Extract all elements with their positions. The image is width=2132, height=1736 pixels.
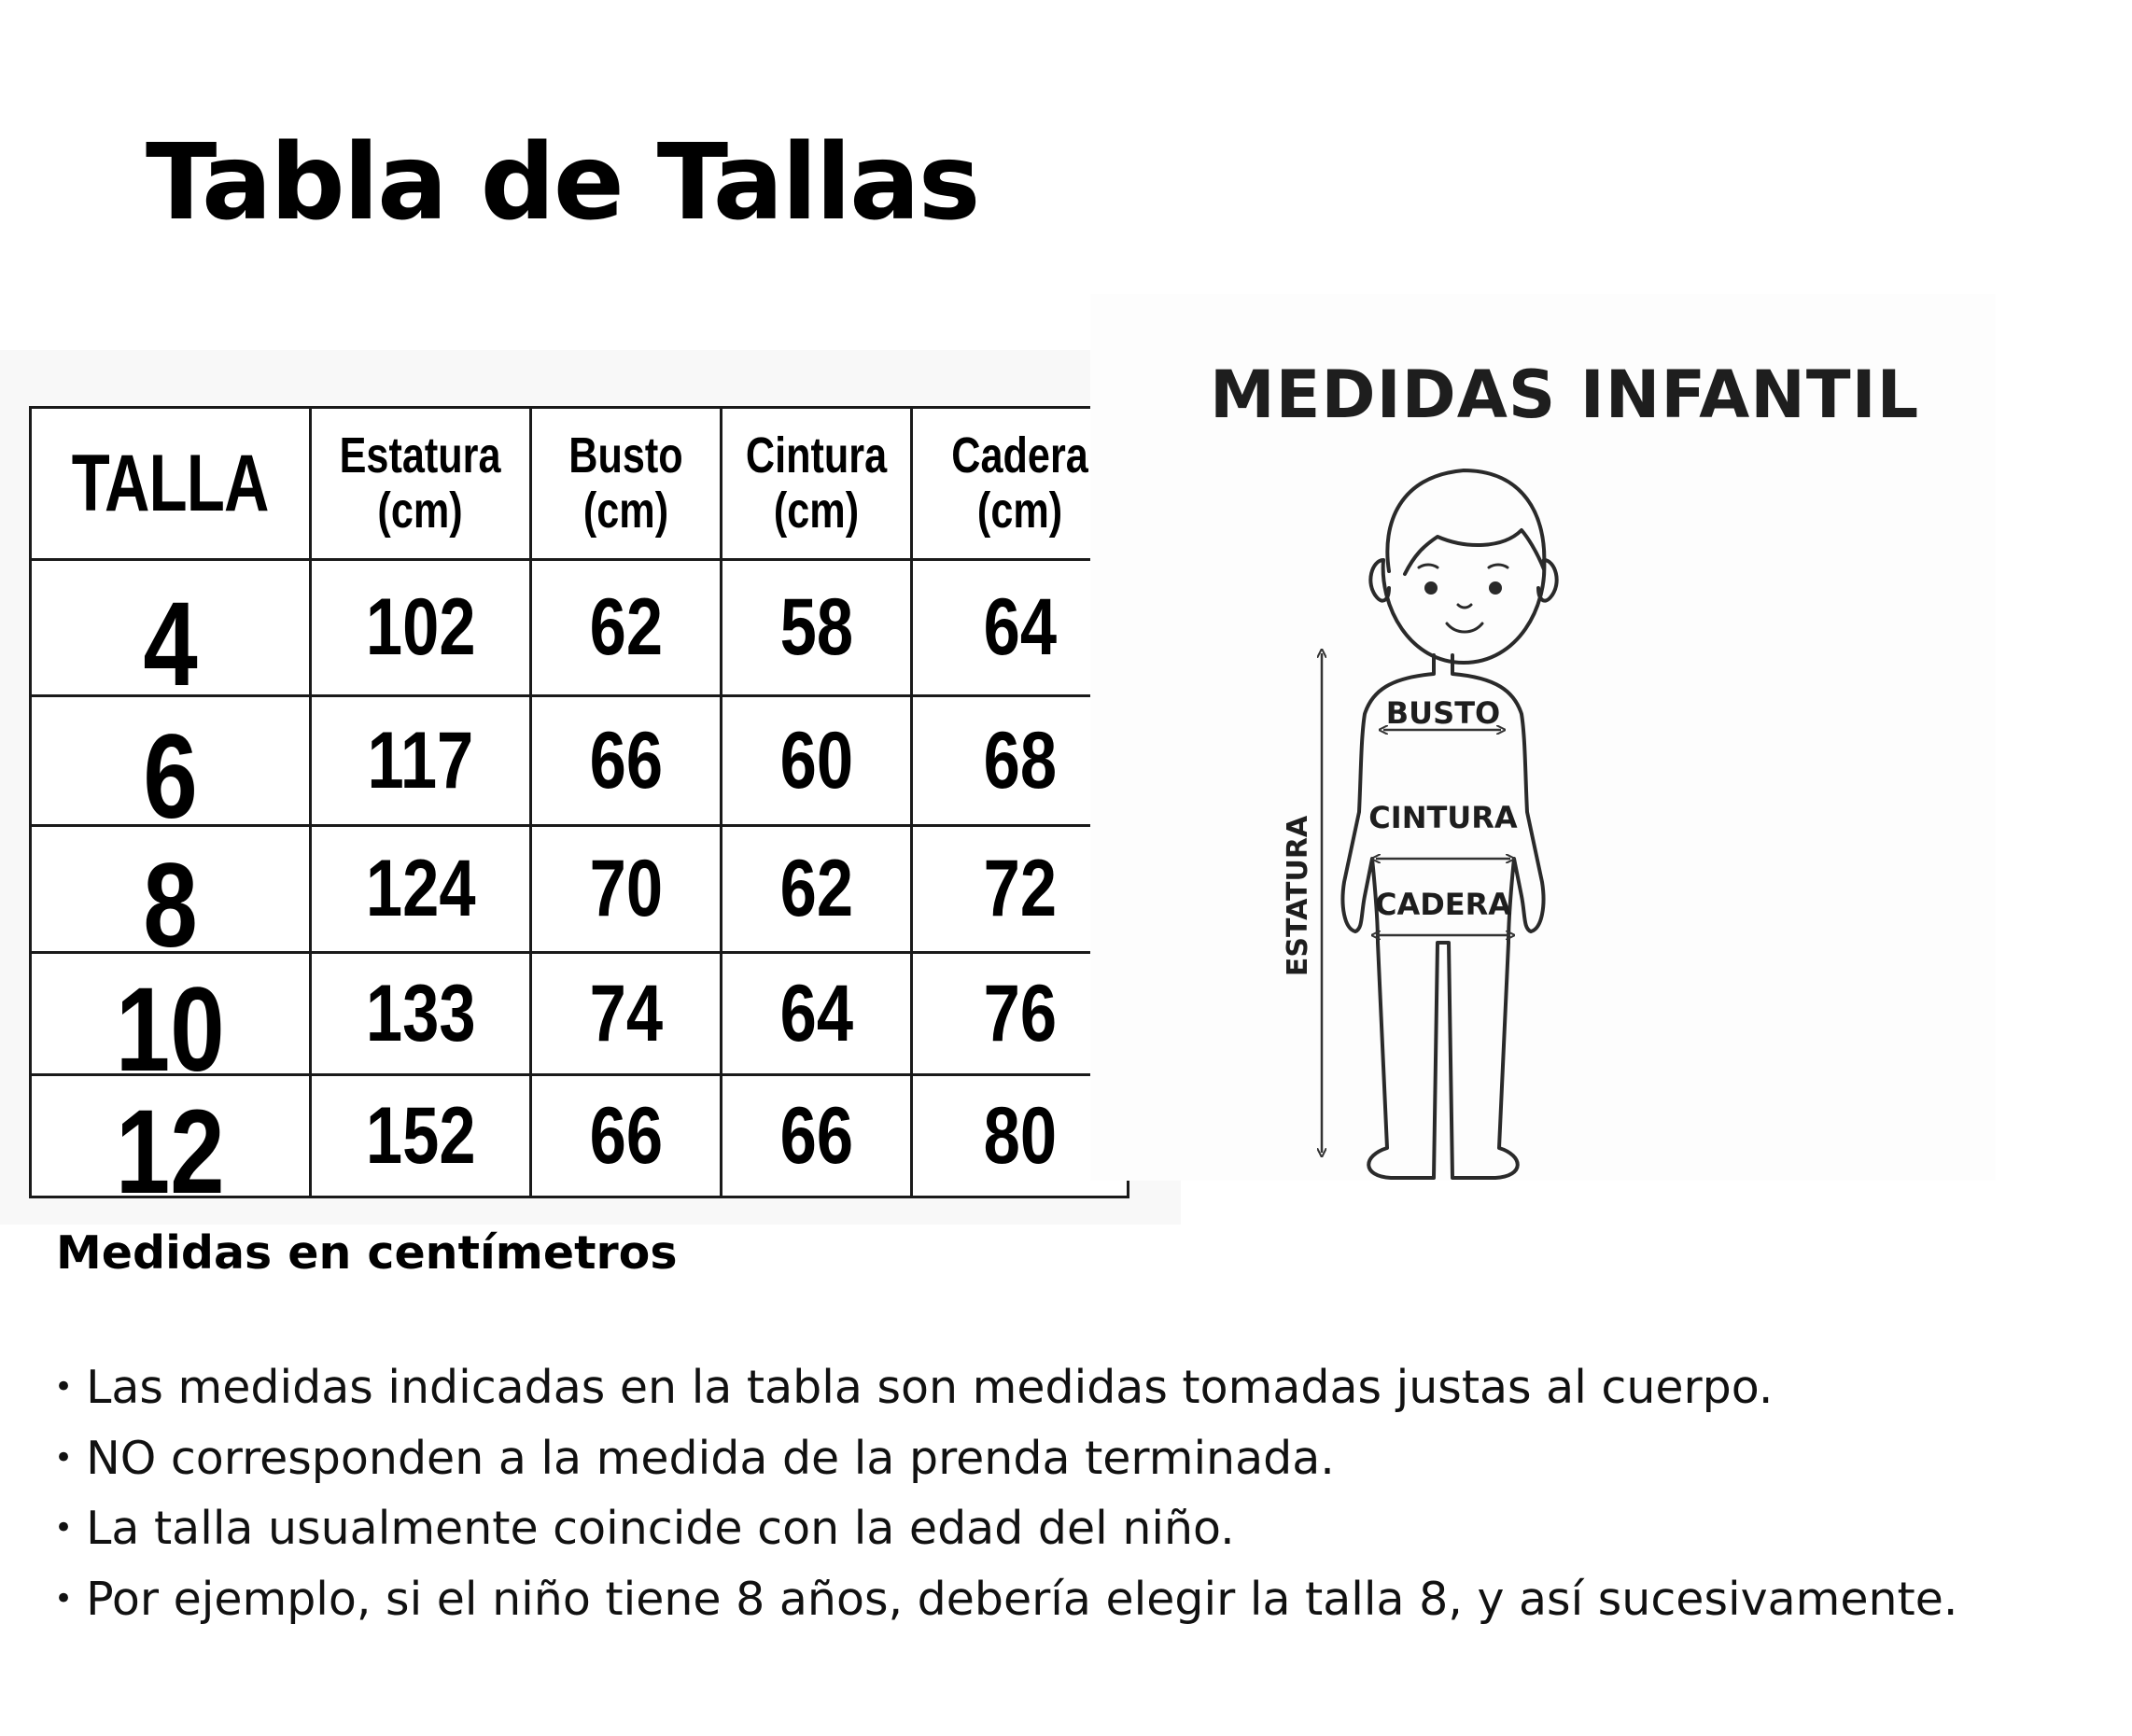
hip-cell: 64 bbox=[912, 560, 1129, 696]
size-cell: 4 bbox=[31, 560, 311, 696]
bust-cell: 66 bbox=[531, 696, 722, 826]
units-note: Medidas en centímetros bbox=[56, 1226, 678, 1280]
note-item: • Por ejemplo, si el niño tiene 8 años, debería elegir la talla 8, y así sucesivamente. bbox=[54, 1567, 1957, 1638]
diagram-title: MEDIDAS INFANTIL bbox=[1210, 357, 1920, 433]
child-figure-svg bbox=[1251, 457, 1736, 1185]
height-cell: 124 bbox=[311, 826, 531, 953]
hip-cell: 72 bbox=[912, 826, 1129, 953]
bust-label: BUSTO bbox=[1385, 695, 1501, 731]
header-height: Estatura (cm) bbox=[311, 408, 531, 560]
note-item: • NO corresponden a la medida de la prenda terminada. bbox=[54, 1426, 1957, 1497]
hip-label: CADERA bbox=[1374, 887, 1512, 922]
size-cell: 12 bbox=[31, 1075, 311, 1197]
bust-cell: 74 bbox=[531, 953, 722, 1075]
waist-cell: 58 bbox=[722, 560, 912, 696]
notes-list bbox=[54, 1355, 1957, 1637]
table-header-row bbox=[31, 408, 1129, 560]
bust-cell: 62 bbox=[531, 560, 722, 696]
size-cell: 10 bbox=[31, 953, 311, 1075]
note-item: • La talla usualmente coincide con la edad del niño. bbox=[54, 1496, 1957, 1567]
note-item: • Las medidas indicadas en la tabla son medidas tomadas justas al cuerpo. bbox=[54, 1355, 1957, 1426]
header-waist: Cintura (cm) bbox=[722, 408, 912, 560]
waist-cell: 66 bbox=[722, 1075, 912, 1197]
height-cell: 133 bbox=[311, 953, 531, 1075]
height-cell: 117 bbox=[311, 696, 531, 826]
height-cell: 152 bbox=[311, 1075, 531, 1197]
height-cell: 102 bbox=[311, 560, 531, 696]
table-row bbox=[31, 953, 1129, 1075]
table-row bbox=[31, 696, 1129, 826]
waist-cell: 64 bbox=[722, 953, 912, 1075]
header-size: TALLA bbox=[31, 408, 311, 560]
size-table bbox=[29, 406, 1129, 1219]
bust-cell: 66 bbox=[531, 1075, 722, 1197]
child-figure-illustration bbox=[1251, 457, 1736, 1185]
table-row bbox=[31, 826, 1129, 953]
size-cell: 6 bbox=[31, 696, 311, 826]
page-title: Tabla de Tallas bbox=[146, 122, 979, 244]
hip-cell: 68 bbox=[912, 696, 1129, 826]
height-label: ESTATURA bbox=[1282, 815, 1314, 977]
bust-cell: 70 bbox=[531, 826, 722, 953]
header-bust: Busto (cm) bbox=[531, 408, 722, 560]
waist-cell: 62 bbox=[722, 826, 912, 953]
size-table-panel bbox=[0, 350, 1181, 1225]
table-row bbox=[31, 1075, 1129, 1197]
child-head bbox=[1370, 560, 1464, 663]
waist-label: CINTURA bbox=[1368, 800, 1518, 835]
hip-cell: 76 bbox=[912, 953, 1129, 1075]
size-cell: 8 bbox=[31, 826, 311, 953]
hip-cell: 80 bbox=[912, 1075, 1129, 1197]
header-hip: Cadera (cm) bbox=[912, 408, 1129, 560]
waist-cell: 60 bbox=[722, 696, 912, 826]
table-row bbox=[31, 560, 1129, 696]
